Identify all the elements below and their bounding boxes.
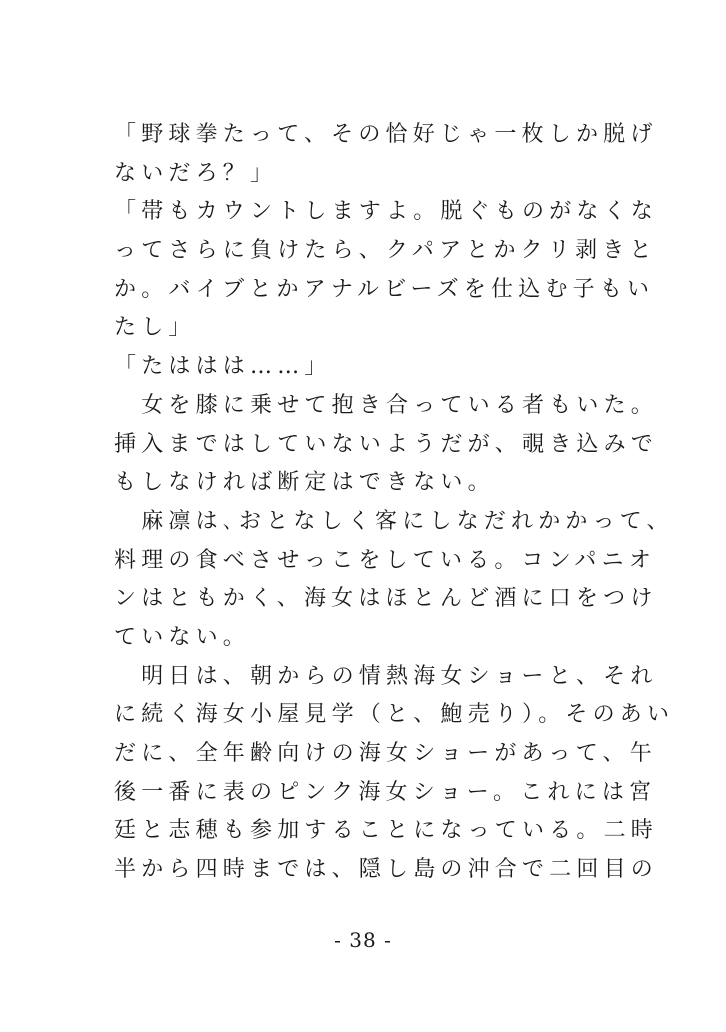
text-line: 「たははは……」 xyxy=(114,354,332,380)
text-line: 麻凛は､おとなしく客にしなだれかかって、 xyxy=(114,508,674,534)
text-line: たし」 xyxy=(114,315,196,341)
text-line: ンはともかく、海女はほとんど酒に口をつけ xyxy=(114,586,658,612)
text-line: 「帯もカウントしますよ。脱ぐものがなくな xyxy=(114,199,659,225)
text-line: ないだろ？」 xyxy=(114,160,278,186)
text-line: に続く海女小屋見学（と、鮑売り）。そのあい xyxy=(114,702,675,728)
text-line: もしなければ断定はできない。 xyxy=(114,470,495,496)
text-line: 「野球拳たって、その恰好じゃ一枚しか脱げ xyxy=(114,122,658,147)
text-line: 後一番に表のピンク海女ショー。これには宮 xyxy=(114,779,657,805)
body-text xyxy=(114,116,675,890)
text-line: 廷と志穂も参加することになっている。二時 xyxy=(114,818,659,844)
text-line: 女を膝に乗せて抱き合っている者もいた。 xyxy=(114,392,659,418)
text-line: 挿入まではしていないようだが、覗き込みで xyxy=(114,431,659,457)
text-line: 明日は、朝からの情熱海女ショーと、それ xyxy=(114,663,658,689)
page-number: - 38 - xyxy=(334,928,392,952)
text-line: だに、全年齢向けの海女ショーがあって、午 xyxy=(114,741,657,766)
text-line: ていない。 xyxy=(114,624,251,650)
text-line: 料理の食べさせっこをしている。コンパニオ xyxy=(114,547,657,573)
text-line: か。バイブとかアナルビーズを仕込む子もい xyxy=(114,276,655,302)
text-line: ってさらに負けたら、クパアとかクリ剥きと xyxy=(114,238,657,264)
text-line: 半から四時までは、隠し島の沖合で二回目の xyxy=(114,857,659,883)
